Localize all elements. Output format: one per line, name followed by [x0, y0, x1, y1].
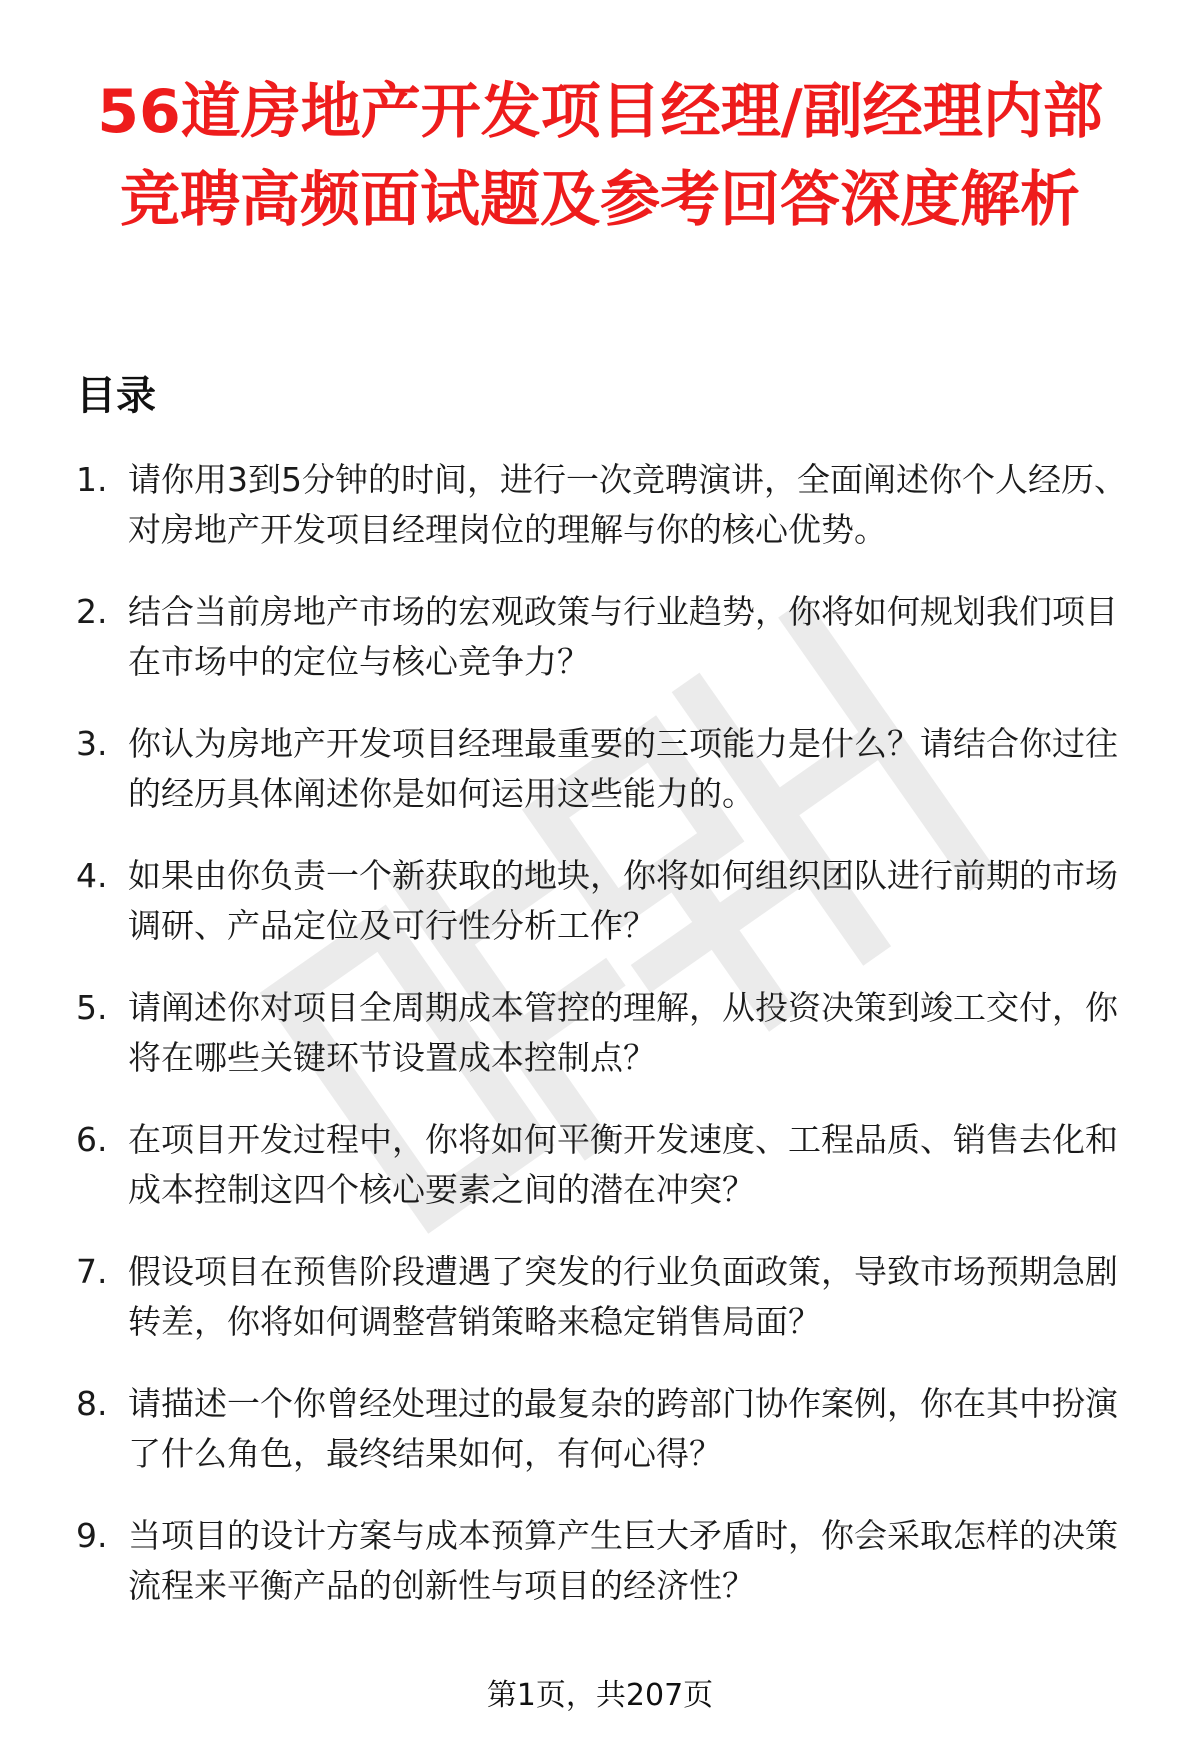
- toc-item-number: 5.: [76, 988, 108, 1027]
- toc-item-number: 9.: [76, 1516, 108, 1555]
- toc-item-text: 请阐述你对项目全周期成本管控的理解，从投资决策到竣工交付，你将在哪些关键环节设置成本控制点？: [128, 988, 1118, 1077]
- toc-item[interactable]: [76, 587, 1146, 687]
- toc-item[interactable]: [76, 719, 1146, 819]
- toc-item-text: 你认为房地产开发项目经理最重要的三项能力是什么？请结合你过往的经历具体阐述你是如何运用这些能力的。: [128, 724, 1118, 813]
- toc-item-number: 7.: [76, 1252, 108, 1291]
- page-footer: 第1页，共207页: [486, 1678, 714, 1713]
- toc-item-text: 请你用3到5分钟的时间，进行一次竞聘演讲，全面阐述你个人经历、对房地产开发项目经理岗位的理解与你的核心优势。: [128, 460, 1127, 549]
- toc-heading: 目录: [76, 373, 156, 419]
- toc-item-number: 8.: [76, 1384, 108, 1423]
- toc-item[interactable]: [76, 1511, 1146, 1611]
- toc-item[interactable]: [76, 1115, 1146, 1215]
- toc-item-text: 假设项目在预售阶段遭遇了突发的行业负面政策，导致市场预期急剧转差，你将如何调整营销策略来稳定销售局面？: [128, 1252, 1118, 1341]
- toc-item-number: 3.: [76, 724, 108, 763]
- toc-item[interactable]: [76, 1379, 1146, 1479]
- document-title: 56道房地产开发项目经理/副经理内部竞聘高频面试题及参考回答深度解析: [97, 77, 1103, 235]
- toc-item-number: 2.: [76, 592, 108, 631]
- toc-item-number: 4.: [76, 856, 108, 895]
- toc-item-number: 1.: [76, 460, 108, 499]
- toc-item-number: 6.: [76, 1120, 108, 1159]
- toc-item[interactable]: [76, 455, 1146, 555]
- toc-item-text: 如果由你负责一个新获取的地块，你将如何组织团队进行前期的市场调研、产品定位及可行性分析工作？: [128, 856, 1118, 945]
- toc-list: [76, 455, 1146, 1643]
- toc-item[interactable]: [76, 1247, 1146, 1347]
- toc-item[interactable]: [76, 983, 1146, 1083]
- toc-item-text: 结合当前房地产市场的宏观政策与行业趋势，你将如何规划我们项目在市场中的定位与核心竞争力？: [128, 592, 1118, 681]
- toc-item-text: 在项目开发过程中，你将如何平衡开发速度、工程品质、销售去化和成本控制这四个核心要素之间的潜在冲突？: [128, 1120, 1118, 1209]
- toc-item-text: 请描述一个你曾经处理过的最复杂的跨部门协作案例，你在其中扮演了什么角色，最终结果如何，有何心得？: [128, 1384, 1118, 1473]
- toc-item-text: 当项目的设计方案与成本预算产生巨大矛盾时，你会采取怎样的决策流程来平衡产品的创新性与项目的经济性？: [128, 1516, 1118, 1605]
- toc-item[interactable]: [76, 851, 1146, 951]
